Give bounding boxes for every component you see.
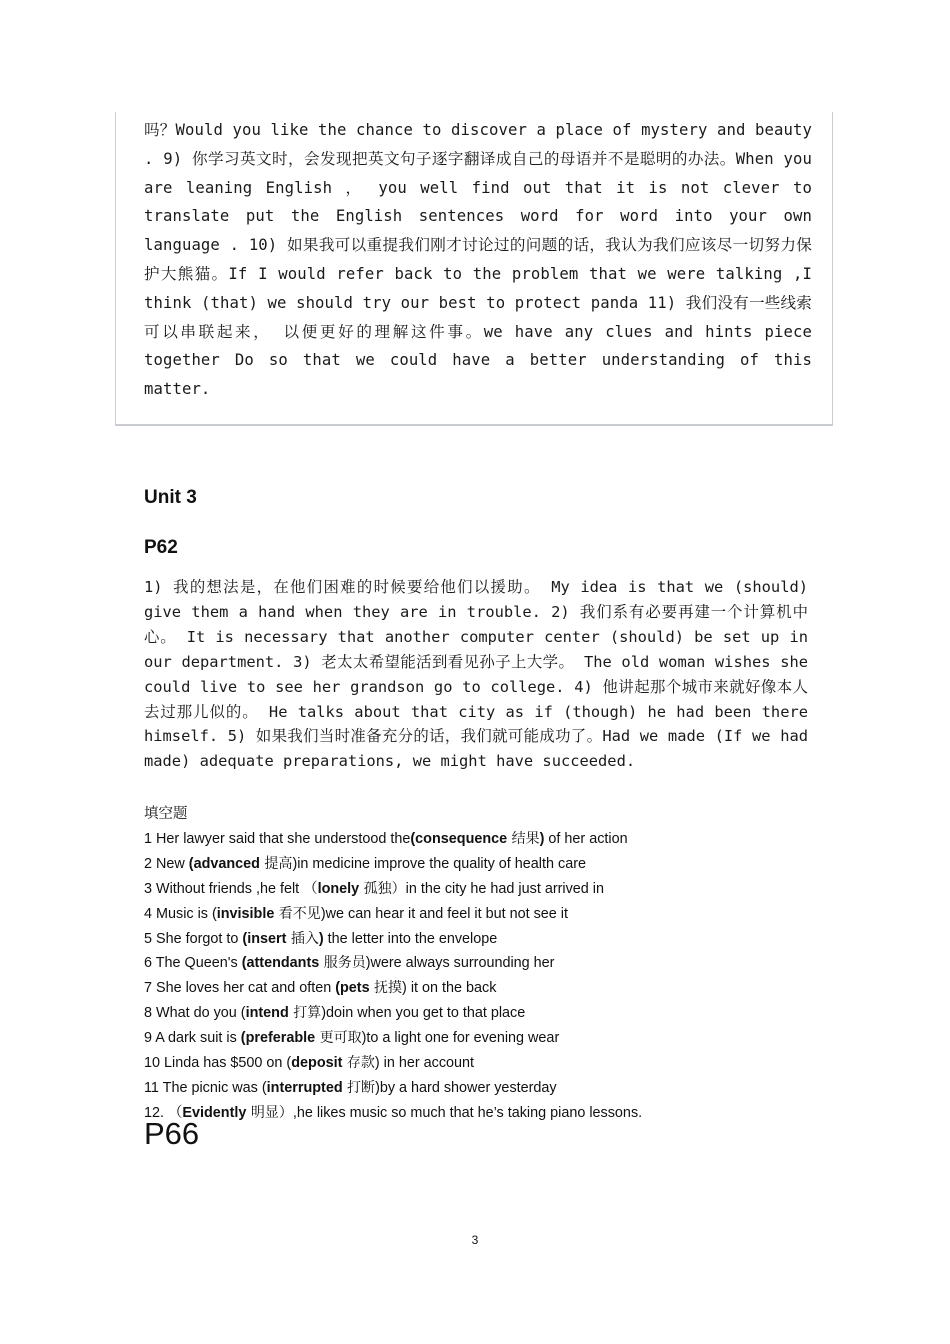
unit-heading: Unit 3 — [144, 487, 197, 508]
p62-heading: P62 — [144, 537, 178, 558]
p66-heading: P66 — [144, 1116, 200, 1151]
list-item: 4 Music is (invisible 看不见)we can hear it and feel it but not see it — [144, 905, 568, 922]
fill-in-title: 填空题 — [144, 806, 188, 822]
list-item: 10 Linda has $500 on (deposit 存款) in her account — [144, 1055, 475, 1072]
list-item: 8 What do you (intend 打算)doin when you get to that place — [144, 1005, 526, 1022]
fill-in-list — [144, 827, 844, 1126]
list-item: 5 She forgot to (insert 插入) the letter into the envelope — [144, 930, 498, 947]
list-item: 12. （Evidently 明显）,he likes music so much that he’s taking piano lessons. — [144, 1104, 643, 1121]
list-item: 3 Without friends ,he felt （lonely 孤独）in the city he had just arrived in — [144, 880, 605, 897]
list-item: 7 She loves her cat and often (pets 抚摸) it on the back — [144, 980, 497, 997]
list-item: 1 Her lawyer said that she understood the(consequence 结果) of her action — [144, 831, 628, 847]
translation-box-text: 吗？Would you like the chance to discover a place of mystery and beauty . 9) 你学习英文时，会发现把英文句子逐字翻译成自己的母语并不是聪明的办法。When you are leaning English ， you well find out that it is not clever to translate put the English sentences word for word into your own language . 10) 如果我可以重提我们刚才讨论过的问题的话，我认为我们应该尽一切努力保护大熊猫。If I would refer back to the problem that we were talking ,I think (that) we should try our best to protect panda 11) 我们没有一些线索可以串联起来， 以便更好的理解这件事。we have any clues and hints piece together Do so that we could have a better understanding of this matter. — [144, 121, 822, 399]
list-item: 11 The picnic was (interrupted 打断)by a hard shower yesterday — [144, 1079, 557, 1096]
list-item: 9 A dark suit is (preferable 更可取)to a light one for evening wear — [144, 1030, 560, 1047]
p62-paragraph: 1) 我的想法是，在他们困难的时候要给他们以援助。 My idea is that we (should) give them a hand when they are in trouble. 2) 我们系有必要再建一个计算机中心。 It is necessary that another computer center (should) be set up in our department. 3) 老太太希望能活到看见孙子上大学。 The old woman wishes she could live to see her grandson go to college. 4) 他讲起那个城市来就好像本人去过那儿似的。 He talks about that city as if (though) he had been there himself. 5) 如果我们当时准备充分的话，我们就可能成功了。Had we made (If we had made) adequate preparations, we might have succeeded. — [144, 578, 808, 771]
page-number: 3 — [471, 1233, 479, 1247]
list-item: 2 New (advanced 提高)in medicine improve the quality of health care — [144, 855, 586, 872]
list-item: 6 The Queen's (attendants 服务员)were always surrounding her — [144, 955, 555, 972]
